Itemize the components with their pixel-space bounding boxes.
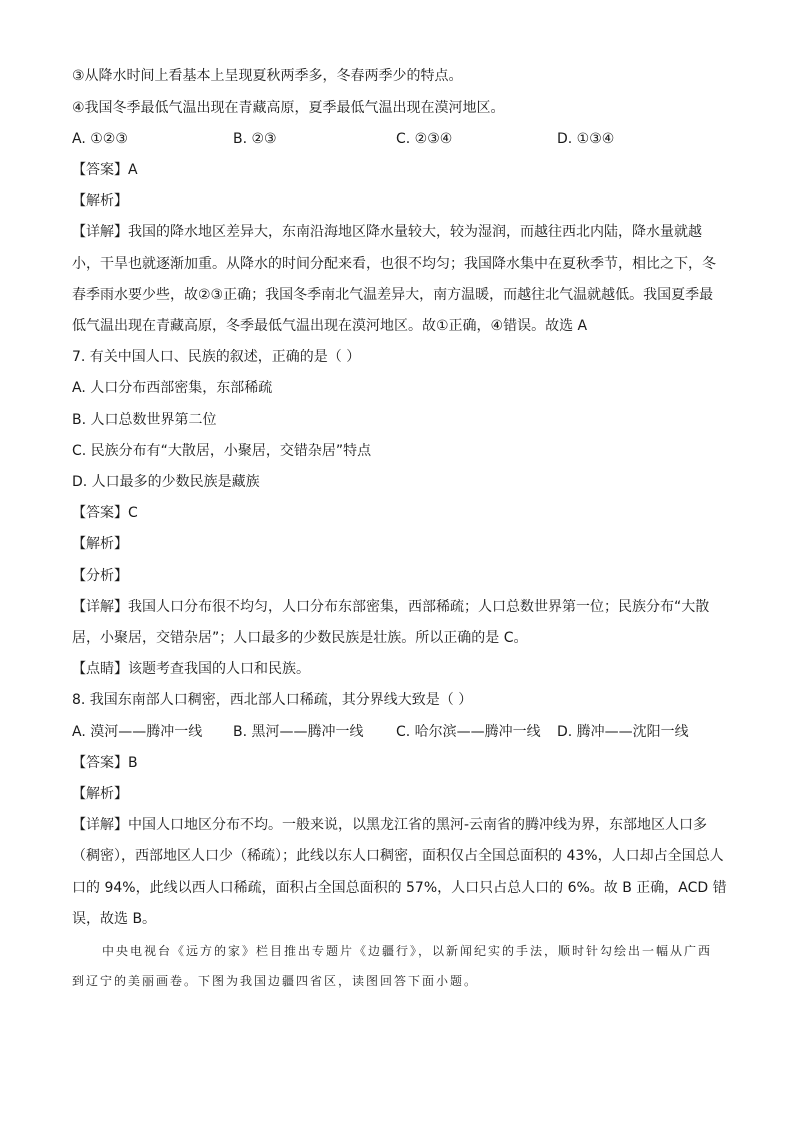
q8-option-a: A. 漠河——腾冲一线 <box>72 724 203 740</box>
q6-answer: 【答案】A <box>72 162 138 178</box>
q7-answer: 【答案】C <box>72 505 138 521</box>
q7-detail-line-1: 【详解】我国人口分布很不均匀，人口分布东部密集，西部稀疏；人口总数世界第一位；民族分布“大散 <box>72 599 710 615</box>
q6-detail-line-1: 【详解】我国的降水地区差异大，东南沿海地区降水量较大，较为湿润，而越往西北内陆，降水量就越 <box>72 224 702 240</box>
q8-answer: 【答案】B <box>72 755 138 771</box>
q7-analysis-heading: 【解析】 <box>72 536 128 552</box>
q7-question: 7. 有关中国人口、民族的叙述，正确的是（ ） <box>72 349 361 365</box>
q8-option-d: D. 腾冲——沈阳一线 <box>557 724 689 740</box>
q7-option-c: C. 民族分布有“大散居，小聚居，交错杂居”特点 <box>72 443 372 459</box>
q8-option-b: B. 黑河——腾冲一线 <box>233 724 364 740</box>
q7-detail-line-2: 居，小聚居，交错杂居”；人口最多的少数民族是壮族。所以正确的是 C。 <box>72 630 528 646</box>
intro-line-1: 中央电视台《远方的家》栏目推出专题片《边疆行》，以新闻纪实的手法，顺时针勾绘出一幅从广西 <box>102 944 713 958</box>
q6-detail-line-2: 小，干旱也就逐渐加重。从降水的时间分配来看，也很不均匀；我国降水集中在夏秋季节，相比之下，冬 <box>72 256 716 272</box>
q7-option-d: D. 人口最多的少数民族是藏族 <box>72 474 260 490</box>
q7-fenxi-heading: 【分析】 <box>72 568 128 584</box>
q8-detail-line-1: 【详解】中国人口地区分布不均。一般来说，以黑龙江省的黑河-云南省的腾冲线为界，东部地区人口多 <box>72 817 708 833</box>
q6-option-d: D. ①③④ <box>557 131 615 147</box>
q7-option-a: A. 人口分布西部密集，东部稀疏 <box>72 380 273 396</box>
q8-question: 8. 我国东南部人口稠密，西北部人口稀疏，其分界线大致是（ ） <box>72 692 473 708</box>
q8-detail-line-2: （稠密），西部地区人口少（稀疏）；此线以东人口稠密，面积仅占全国总面积的 43%，人口却占全国总人 <box>72 848 724 864</box>
q6-option-b: B. ②③ <box>233 131 277 147</box>
statement-4: ④我国冬季最低气温出现在青藏高原，夏季最低气温出现在漠河地区。 <box>72 100 505 116</box>
q7-dianjing: 【点睛】该题考查我国的人口和民族。 <box>72 661 310 677</box>
q8-detail-line-4: 误，故选 B。 <box>72 911 157 927</box>
q6-option-a: A. ①②③ <box>72 131 128 147</box>
q7-option-b: B. 人口总数世界第二位 <box>72 412 217 428</box>
q8-detail-line-3: 口的 94%，此线以西人口稀疏，面积占全国总面积的 57%，人口只占总人口的 6%。故 B 正确，ACD 错 <box>72 880 727 896</box>
q6-detail-line-4: 低气温出现在青藏高原，冬季最低气温出现在漠河地区。故①正确，④错误。故选 A <box>72 318 588 334</box>
intro-line-2: 到辽宁的美丽画卷。下图为我国边疆四省区，读图回答下面小题。 <box>72 974 479 988</box>
q6-detail-line-3: 春季雨水要少些，故②③正确；我国冬季南北气温差异大，南方温暖，而越往北气温就越低。我国夏季最 <box>72 287 714 303</box>
q6-option-c: C. ②③④ <box>396 131 453 147</box>
q6-analysis-heading: 【解析】 <box>72 193 128 209</box>
statement-3: ③从降水时间上看基本上呈现夏秋两季多，冬春两季少的特点。 <box>72 68 463 84</box>
q8-analysis-heading: 【解析】 <box>72 786 128 802</box>
q8-option-c: C. 哈尔滨——腾冲一线 <box>396 724 541 740</box>
